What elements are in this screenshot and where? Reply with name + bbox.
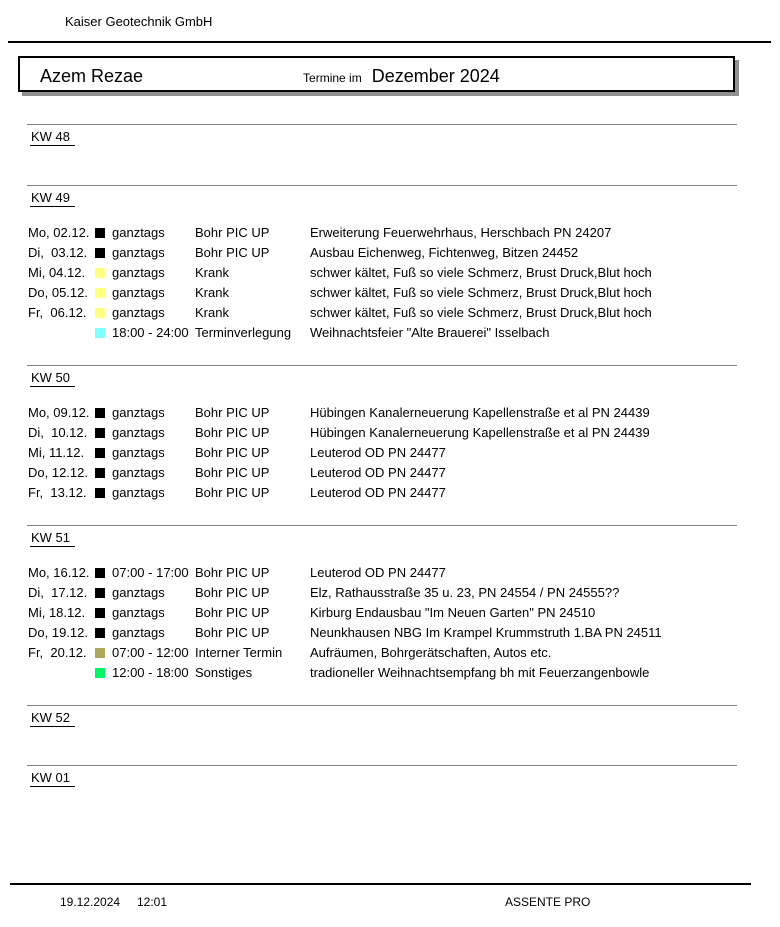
week-section	[0, 365, 780, 500]
category-color-swatch	[95, 668, 105, 678]
category-color-swatch	[95, 608, 105, 618]
person-name: Azem Rezae	[40, 66, 144, 86]
appointment-day: Di, 17.12.	[28, 585, 88, 600]
appointment-type: Bohr PIC UP	[195, 485, 270, 500]
appointment-description: Aufräumen, Bohrgerätschaften, Autos etc.	[310, 645, 552, 660]
appointment-time: 18:00 - 24:00	[112, 325, 189, 340]
appointment-type: Bohr PIC UP	[195, 465, 270, 480]
category-color-swatch	[95, 288, 105, 298]
appointment-description: schwer kältet, Fuß so viele Schmerz, Brust Druck,Blut hoch	[310, 305, 652, 320]
week-label: KW 01	[30, 770, 75, 787]
company-name: Kaiser Geotechnik GmbH	[65, 14, 213, 29]
appointment-description: Neunkhausen NBG Im Krampel Krummstruth 1.BA PN 24511	[310, 625, 662, 640]
appointment-time: 07:00 - 17:00	[112, 565, 189, 580]
appointment-time: ganztags	[112, 445, 165, 460]
appointment-day: Mi, 18.12.	[28, 605, 86, 620]
appointment-row	[0, 423, 780, 443]
category-color-swatch	[95, 588, 105, 598]
appointment-row	[0, 463, 780, 483]
appointment-description: Leuterod OD PN 24477	[310, 485, 446, 500]
category-color-swatch	[95, 648, 105, 658]
appointment-day: Do, 19.12.	[28, 625, 88, 640]
appointment-row	[0, 603, 780, 623]
week-rows	[0, 563, 780, 683]
appointment-time: 07:00 - 12:00	[112, 645, 189, 660]
appointment-type: Bohr PIC UP	[195, 565, 270, 580]
appointment-day: Fr, 06.12.	[28, 305, 87, 320]
appointment-row	[0, 303, 780, 323]
footer-print-date: 19.12.2024	[60, 895, 121, 909]
appointment-day: Do, 05.12.	[28, 285, 88, 300]
category-color-cell	[95, 428, 112, 438]
appointment-row	[0, 483, 780, 503]
category-color-swatch	[95, 408, 105, 418]
week-divider-line	[27, 365, 737, 366]
appointment-day: Mo, 16.12.	[28, 565, 90, 580]
category-color-cell	[95, 308, 112, 318]
category-color-cell	[95, 648, 112, 658]
week-section	[0, 525, 780, 680]
category-color-cell	[95, 568, 112, 578]
appointment-description: Hübingen Kanalerneuerung Kapellenstraße et al PN 24439	[310, 425, 650, 440]
appointment-row	[0, 663, 780, 683]
week-divider-line	[27, 525, 737, 526]
appointment-day: Fr, 20.12.	[28, 645, 87, 660]
appointment-description: Elz, Rathausstraße 35 u. 23, PN 24554 / PN 24555??	[310, 585, 620, 600]
appointment-description: Leuterod OD PN 24477	[310, 465, 446, 480]
category-color-cell	[95, 228, 112, 238]
category-color-cell	[95, 448, 112, 458]
report-title-box	[18, 56, 735, 92]
appointment-row	[0, 643, 780, 663]
appointment-type: Bohr PIC UP	[195, 425, 270, 440]
appointment-type: Krank	[195, 285, 229, 300]
appointment-time: ganztags	[112, 585, 165, 600]
category-color-swatch	[95, 308, 105, 318]
category-color-swatch	[95, 328, 105, 338]
appointment-time: ganztags	[112, 465, 165, 480]
category-color-cell	[95, 248, 112, 258]
appointment-type: Bohr PIC UP	[195, 405, 270, 420]
category-color-swatch	[95, 568, 105, 578]
appointment-row	[0, 583, 780, 603]
appointment-day: Fr, 13.12.	[28, 485, 87, 500]
category-color-cell	[95, 628, 112, 638]
category-color-swatch	[95, 248, 105, 258]
appointment-time: 12:00 - 18:00	[112, 665, 189, 680]
week-rows	[0, 403, 780, 503]
appointment-type: Bohr PIC UP	[195, 445, 270, 460]
category-color-cell	[95, 468, 112, 478]
appointment-time: ganztags	[112, 225, 165, 240]
appointment-time: ganztags	[112, 285, 165, 300]
appointment-description: Erweiterung Feuerwehrhaus, Herschbach PN 24207	[310, 225, 612, 240]
category-color-swatch	[95, 488, 105, 498]
appointment-time: ganztags	[112, 405, 165, 420]
week-divider-line	[27, 124, 737, 125]
appointment-row	[0, 323, 780, 343]
appointment-description: Leuterod OD PN 24477	[310, 565, 446, 580]
appointment-day: Mo, 02.12.	[28, 225, 90, 240]
category-color-swatch	[95, 468, 105, 478]
week-divider-line	[27, 765, 737, 766]
category-color-cell	[95, 488, 112, 498]
appointment-day: Mi, 11.12.	[28, 445, 85, 460]
appointment-day: Mi, 04.12.	[28, 265, 86, 280]
footer-print-time: 12:01	[137, 895, 168, 909]
appointment-time: ganztags	[112, 485, 165, 500]
appointment-type: Interner Termin	[195, 645, 283, 660]
week-label: KW 48	[30, 129, 75, 146]
appointment-type: Krank	[195, 265, 229, 280]
appointment-description: Weihnachtsfeier "Alte Brauerei" Isselbach	[310, 325, 550, 340]
appointment-row	[0, 283, 780, 303]
week-section	[0, 765, 780, 787]
week-divider-line	[27, 705, 737, 706]
appointment-type: Bohr PIC UP	[195, 245, 270, 260]
appointment-description: tradioneller Weihnachtsempfang bh mit Feuerzangenbowle	[310, 665, 650, 680]
appointment-type: Bohr PIC UP	[195, 585, 270, 600]
appointment-day: Di, 10.12.	[28, 425, 88, 440]
header-rule	[8, 41, 771, 43]
appointment-row	[0, 223, 780, 243]
appointment-row	[0, 263, 780, 283]
appointment-day: Do, 12.12.	[28, 465, 88, 480]
appointment-time: ganztags	[112, 245, 165, 260]
appointment-description: Leuterod OD PN 24477	[310, 445, 446, 460]
appointment-type: Sonstiges	[195, 665, 253, 680]
appointment-time: ganztags	[112, 265, 165, 280]
appointment-type: Terminverlegung	[195, 325, 292, 340]
appointment-time: ganztags	[112, 605, 165, 620]
appointment-row	[0, 443, 780, 463]
week-rows	[0, 223, 780, 343]
appointment-description: Ausbau Eichenweg, Fichtenweg, Bitzen 24452	[310, 245, 579, 260]
appointment-row	[0, 243, 780, 263]
category-color-cell	[95, 668, 112, 678]
category-color-swatch	[95, 428, 105, 438]
appointment-day: Mo, 09.12.	[28, 405, 90, 420]
appointment-row	[0, 563, 780, 583]
week-label: KW 49	[30, 190, 75, 207]
appointment-description: Kirburg Endausbau "Im Neuen Garten" PN 24510	[310, 605, 596, 620]
week-section	[0, 124, 780, 146]
title-month: Dezember 2024	[371, 66, 500, 86]
category-color-cell	[95, 328, 112, 338]
appointment-type: Bohr PIC UP	[195, 225, 270, 240]
appointment-type: Krank	[195, 305, 229, 320]
week-label: KW 50	[30, 370, 75, 387]
category-color-cell	[95, 588, 112, 598]
appointment-type: Bohr PIC UP	[195, 625, 270, 640]
week-section	[0, 705, 780, 727]
appointment-description: Hübingen Kanalerneuerung Kapellenstraße et al PN 24439	[310, 405, 650, 420]
category-color-swatch	[95, 448, 105, 458]
category-color-cell	[95, 608, 112, 618]
category-color-cell	[95, 288, 112, 298]
appointment-time: ganztags	[112, 625, 165, 640]
week-section	[0, 185, 780, 340]
week-label: KW 52	[30, 710, 75, 727]
week-divider-line	[27, 185, 737, 186]
category-color-swatch	[95, 228, 105, 238]
appointment-row	[0, 623, 780, 643]
title-prefix: Termine im	[303, 71, 362, 85]
category-color-cell	[95, 268, 112, 278]
app-name: ASSENTE PRO	[505, 895, 591, 909]
category-color-swatch	[95, 628, 105, 638]
appointment-day: Di, 03.12.	[28, 245, 88, 260]
appointment-description: schwer kältet, Fuß so viele Schmerz, Brust Druck,Blut hoch	[310, 265, 652, 280]
appointment-row	[0, 403, 780, 423]
appointment-description: schwer kältet, Fuß so viele Schmerz, Brust Druck,Blut hoch	[310, 285, 652, 300]
footer-rule	[10, 883, 751, 885]
appointment-type: Bohr PIC UP	[195, 605, 270, 620]
category-color-swatch	[95, 268, 105, 278]
week-label: KW 51	[30, 530, 75, 547]
category-color-cell	[95, 408, 112, 418]
appointment-time: ganztags	[112, 305, 165, 320]
appointment-time: ganztags	[112, 425, 165, 440]
